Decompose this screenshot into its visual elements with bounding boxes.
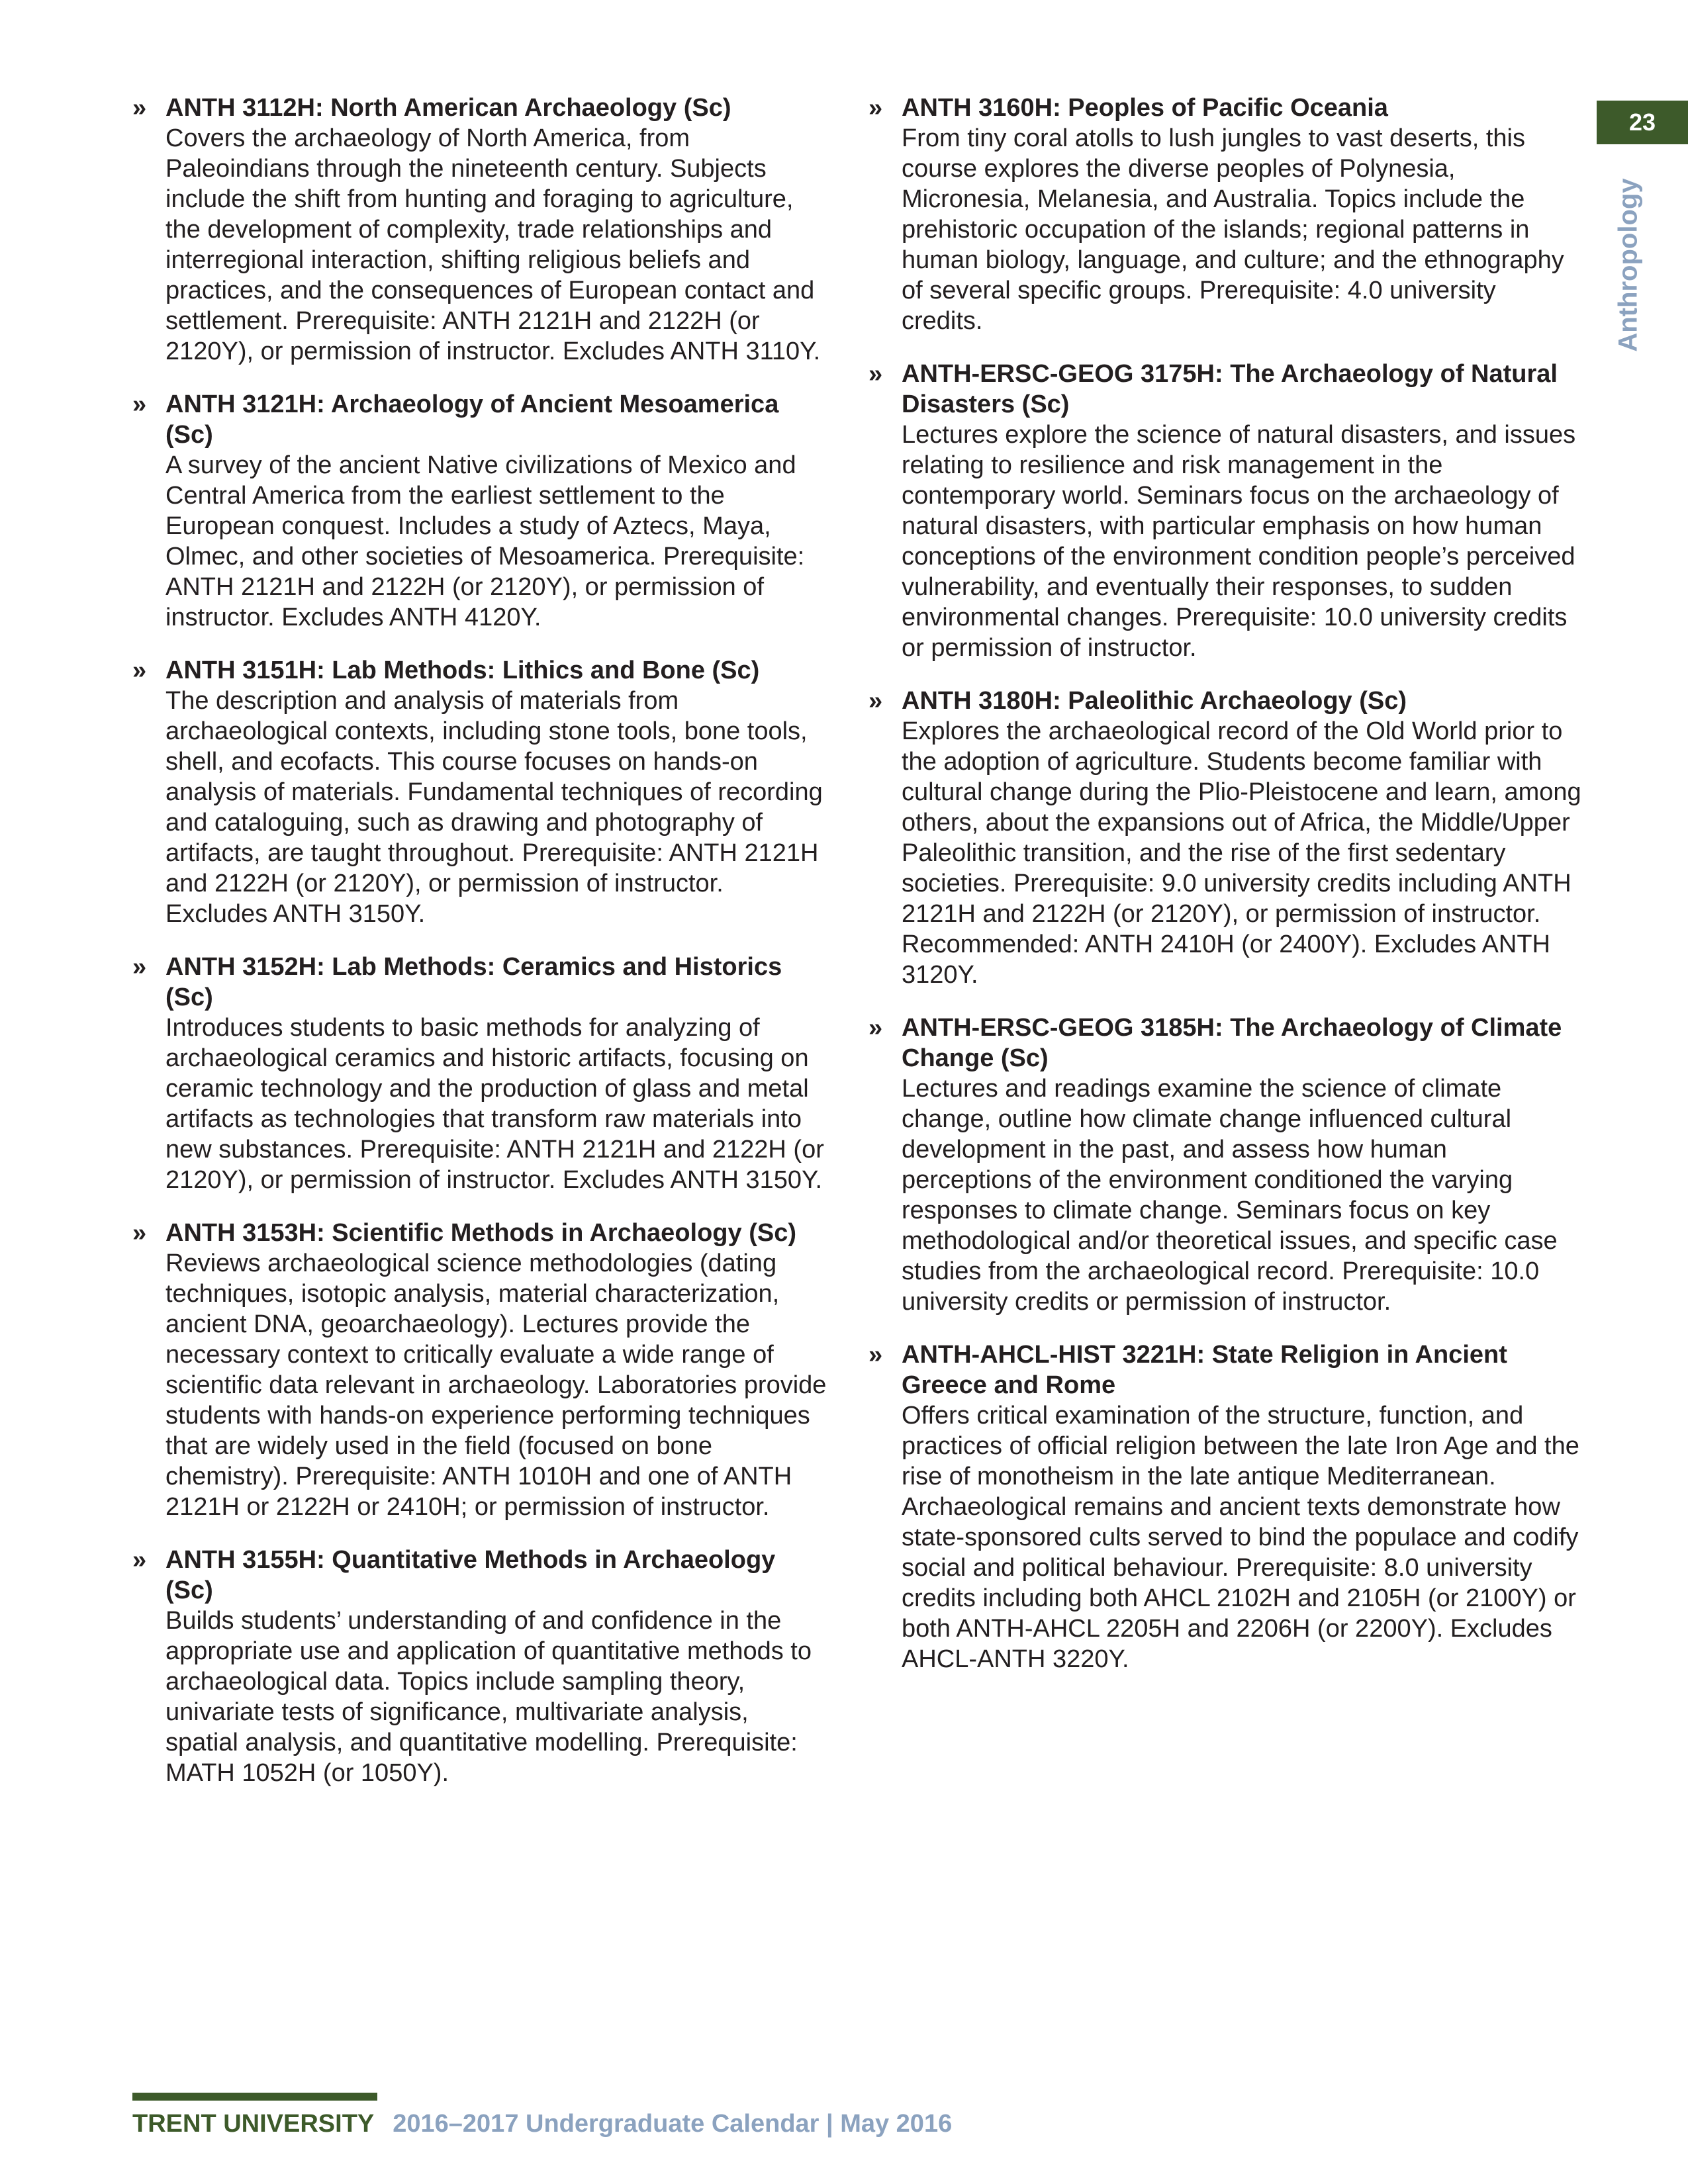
page-number: 23 — [1628, 109, 1656, 136]
course-entry — [868, 686, 1583, 990]
right-column — [868, 93, 1583, 1697]
course-entry — [868, 93, 1583, 336]
chevron-bullet-icon: » — [132, 94, 147, 122]
course-title: ANTH 3180H: Paleolithic Archaeology (Sc) — [902, 687, 1407, 715]
course-title: ANTH-AHCL-HIST 3221H: State Religion in Ancient Greece and Rome — [902, 1341, 1507, 1399]
page-footer — [132, 2110, 952, 2138]
footer-university: TRENT UNIVERSITY — [132, 2110, 375, 2138]
course-title: ANTH-ERSC-GEOG 3185H: The Archaeology of Climate Change (Sc) — [902, 1014, 1562, 1072]
chevron-bullet-icon: » — [868, 360, 883, 388]
course-title: ANTH 3151H: Lab Methods: Lithics and Bone (Sc) — [165, 657, 760, 684]
chevron-bullet-icon: » — [132, 390, 147, 418]
chevron-bullet-icon: » — [868, 94, 883, 122]
footer-divider — [132, 2093, 377, 2101]
course-entry — [868, 359, 1583, 663]
course-description: Builds students’ understanding of and confidence in the appropriate use and application of quantitative methods to archaeological data. Topics include sampling theory, univariate tests of significance, multivariate analysis, spatial analysis, and quantitative modelling. Prerequisite: MATH 1052H (or 1050Y). — [165, 1607, 812, 1787]
course-description: Reviews archaeological science methodologies (dating techniques, isotopic analysis, material characterization, ancient DNA, geoarchaeology). Lectures provide the necessary context to critically evaluate a wide range of scientific data relevant in archaeology. Laboratories provide students with hands-on experience performing techniques that are widely used in the field (focused on bone chemistry). Prerequisite: ANTH 1010H and one of ANTH 2121H or 2122H or 2410H; or permission of instructor. — [165, 1250, 827, 1521]
section-side-label — [1602, 172, 1655, 357]
course-description: A survey of the ancient Native civilizations of Mexico and Central America from the earliest settlement to the European conquest. Includes a study of Aztecs, Maya, Olmec, and other societies of Mesoamerica. Prerequisite: ANTH 2121H and 2122H (or 2120Y), or permission of instructor. Excludes ANTH 4120Y. — [165, 451, 805, 631]
course-entry — [132, 655, 827, 929]
footer-calendar: 2016–2017 Undergraduate Calendar | May 2016 — [393, 2110, 953, 2138]
course-description: Covers the archaeology of North America, from Paleoindians through the nineteenth century. Subjects include the shift from hunting and foraging to agriculture, the development of complexity, trade relationships and interregional interaction, shifting religious beliefs and practices, and the consequences of European contact and settlement. Prerequisite: ANTH 2121H and 2122H (or 2120Y), or permission of instructor. Excludes ANTH 3110Y. — [165, 124, 821, 365]
chevron-bullet-icon: » — [868, 1341, 883, 1369]
chevron-bullet-icon: » — [132, 1546, 147, 1574]
course-entry — [132, 952, 827, 1195]
course-entry — [868, 1013, 1583, 1317]
course-entry — [132, 93, 827, 367]
course-title: ANTH 3153H: Scientific Methods in Archaeology (Sc) — [165, 1219, 796, 1247]
course-title: ANTH 3121H: Archaeology of Ancient Mesoamerica (Sc) — [165, 390, 779, 449]
chevron-bullet-icon: » — [132, 1219, 147, 1247]
chevron-bullet-icon: » — [132, 953, 147, 981]
course-description: Offers critical examination of the structure, function, and practices of official religion between the late Iron Age and the rise of monotheism in the late antique Mediterranean. Archaeological remains and ancient texts demonstrate how state-sponsored cults served to bind the populace and codify social and political behaviour. Prerequisite: 8.0 university credits including both AHCL 2102H and 2105H (or 2100Y) or both ANTH-AHCL 2205H and 2206H (or 2200Y). Excludes AHCL-ANTH 3220Y. — [902, 1402, 1579, 1673]
section-label-text: Anthropology — [1613, 177, 1643, 352]
left-column — [132, 93, 827, 1811]
course-entry — [132, 1218, 827, 1522]
course-entry — [132, 1545, 827, 1788]
course-title: ANTH 3155H: Quantitative Methods in Archaeology (Sc) — [165, 1546, 776, 1604]
course-title: ANTH 3160H: Peoples of Pacific Oceania — [902, 94, 1388, 122]
course-title: ANTH 3112H: North American Archaeology (Sc) — [165, 94, 731, 122]
course-description: Explores the archaeological record of the Old World prior to the adoption of agriculture. Students become familiar with cultural change during the Plio-Pleistocene and learn, among others, about the expansions out of Africa, the Middle/Upper Paleolithic transition, and the rise of the first sedentary societies. Prerequisite: 9.0 university credits including ANTH 2121H and 2122H (or 2120Y), or permission of instructor. Recommended: ANTH 2410H (or 2400Y). Excludes ANTH 3120Y. — [902, 717, 1581, 989]
chevron-bullet-icon: » — [868, 687, 883, 715]
chevron-bullet-icon: » — [868, 1014, 883, 1042]
course-description: Introduces students to basic methods for analyzing of archaeological ceramics and historic artifacts, focusing on ceramic technology and the production of glass and metal artifacts as technologies that transform raw materials into new substances. Prerequisite: ANTH 2121H and 2122H (or 2120Y), or permission of instructor. Excludes ANTH 3150Y. — [165, 1014, 824, 1194]
chevron-bullet-icon: » — [132, 657, 147, 684]
course-description: Lectures and readings examine the science of climate change, outline how climate change influenced cultural development in the past, and assess how human perceptions of the environment conditioned the varying responses to climate change. Seminars focus on key methodological and/or theoretical issues, and specific case studies from the archaeological record. Prerequisite: 10.0 university credits or permission of instructor. — [902, 1075, 1558, 1316]
course-description: Lectures explore the science of natural disasters, and issues relating to resilience and risk management in the contemporary world. Seminars focus on the archaeology of natural disasters, with particular emphasis on how human conceptions of the environment condition people’s perceived vulnerability, and eventually their responses, to sudden environmental changes. Prerequisite: 10.0 university credits or permission of instructor. — [902, 421, 1576, 662]
course-entry — [132, 389, 827, 633]
course-description: From tiny coral atolls to lush jungles to vast deserts, this course explores the diverse peoples of Polynesia, Micronesia, Melanesia, and Australia. Topics include the prehistoric occupation of the islands; regional patterns in human biology, language, and culture; and the ethnography of several specific groups. Prerequisite: 4.0 university credits. — [902, 124, 1564, 335]
course-description: The description and analysis of materials from archaeological contexts, including stone tools, bone tools, shell, and ecofacts. This course focuses on hands-on analysis of materials. Fundamental techniques of recording and cataloguing, such as drawing and photography of artifacts, are taught throughout. Prerequisite: ANTH 2121H and 2122H (or 2120Y), or permission of instructor. Excludes ANTH 3150Y. — [165, 687, 823, 928]
course-title: ANTH 3152H: Lab Methods: Ceramics and Historics (Sc) — [165, 953, 782, 1011]
course-entry — [868, 1340, 1583, 1674]
page-number-tab — [1597, 101, 1688, 144]
course-title: ANTH-ERSC-GEOG 3175H: The Archaeology of Natural Disasters (Sc) — [902, 360, 1558, 418]
